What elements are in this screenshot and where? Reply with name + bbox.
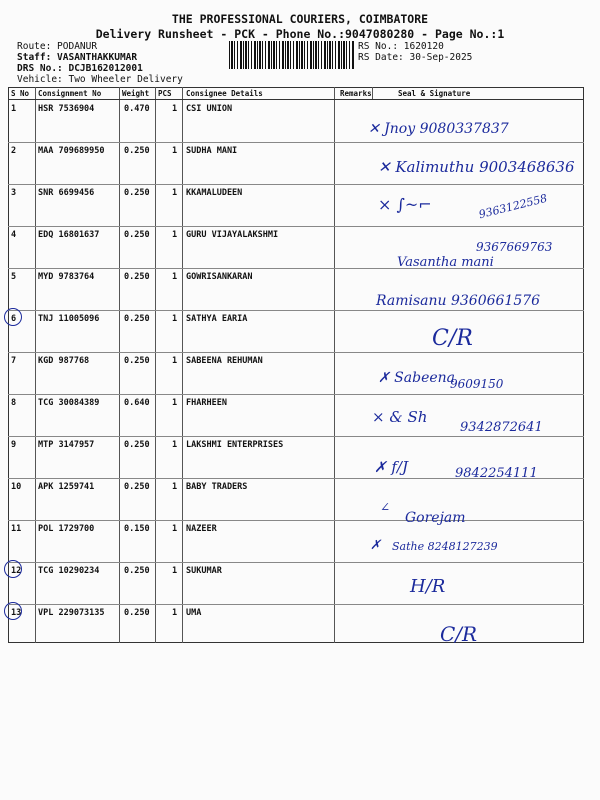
runsheet-subtitle: Delivery Runsheet - PCK - Phone No.:9047080280 - Page No.:1 xyxy=(95,27,505,41)
cell-name: GOWRISANKARAN xyxy=(186,272,253,282)
header-weight: Weight xyxy=(122,89,150,98)
cell-pcs: 1 xyxy=(172,482,178,492)
cell-cons: MAA 709689950 xyxy=(38,146,105,156)
rs-number: RS No.: 1620120 xyxy=(358,41,444,52)
cell-sno: 12 xyxy=(11,566,22,576)
signature-row-10: Gorejam xyxy=(405,510,466,526)
col-divider xyxy=(372,87,373,99)
cell-sno: 13 xyxy=(11,608,22,618)
cell-wt: 0.250 xyxy=(124,230,150,240)
cell-cons: MTP 3147957 xyxy=(38,440,95,450)
cell-wt: 0.250 xyxy=(124,440,150,450)
row-divider xyxy=(8,268,584,269)
signature-row-3: 9363122558 xyxy=(477,191,549,222)
cell-sno: 11 xyxy=(11,524,22,534)
row-divider xyxy=(8,352,584,353)
cell-pcs: 1 xyxy=(172,440,178,450)
cell-wt: 0.250 xyxy=(124,566,150,576)
cell-cons: TNJ 11005096 xyxy=(38,314,100,324)
cell-wt: 0.150 xyxy=(124,524,150,534)
row-divider xyxy=(8,142,584,143)
cell-name: GURU VIJAYALAKSHMI xyxy=(186,230,279,240)
col-divider xyxy=(119,87,120,643)
cell-wt: 0.250 xyxy=(124,272,150,282)
cell-cons: APK 1259741 xyxy=(38,482,95,492)
cell-name: KKAMALUDEEN xyxy=(186,188,243,198)
signature-row-9: 9842254111 xyxy=(455,466,538,481)
cell-pcs: 1 xyxy=(172,230,178,240)
cell-pcs: 1 xyxy=(172,314,178,324)
col-divider xyxy=(35,87,36,643)
col-divider xyxy=(334,87,335,643)
cell-name: SUKUMAR xyxy=(186,566,222,576)
serial-circle-12 xyxy=(4,560,22,578)
serial-circle-13 xyxy=(4,602,22,620)
cell-pcs: 1 xyxy=(172,398,178,408)
signature-row-1: ✕ Jnoy 9080337837 xyxy=(368,121,509,137)
row-divider xyxy=(8,226,584,227)
serial-circle-6 xyxy=(4,308,22,326)
signature-row-10-mark: ∠ xyxy=(380,500,391,514)
header-consignment: Consignment No xyxy=(38,89,102,98)
col-divider xyxy=(155,87,156,643)
signature-row-11-mark: ✗ xyxy=(370,538,381,553)
cell-cons: TCG 30084389 xyxy=(38,398,100,408)
cell-name: BABY TRADERS xyxy=(186,482,248,492)
cell-name: FHARHEEN xyxy=(186,398,227,408)
cell-cons: MYD 9783764 xyxy=(38,272,95,282)
company-title: THE PROFESSIONAL COURIERS, COIMBATORE xyxy=(171,12,429,26)
cell-pcs: 1 xyxy=(172,146,178,156)
cell-sno: 3 xyxy=(11,188,17,198)
header-seal: Seal & Signature xyxy=(398,89,471,98)
cell-pcs: 1 xyxy=(172,272,178,282)
cell-sno: 1 xyxy=(11,104,17,114)
signature-row-4-name: Vasantha mani xyxy=(397,255,494,270)
signature-row-12: H/R xyxy=(410,576,446,597)
row-divider xyxy=(8,394,584,395)
col-divider xyxy=(182,87,183,643)
cell-wt: 0.250 xyxy=(124,146,150,156)
row-divider xyxy=(8,520,584,521)
signature-row-9-mark: ✗ f/J xyxy=(374,458,408,476)
cell-cons: KGD 987768 xyxy=(38,356,90,366)
signature-row-7: 9609150 xyxy=(450,377,504,391)
row-divider xyxy=(8,184,584,185)
route-label: Route: PODANUR xyxy=(17,41,98,52)
signature-row-6: C/R xyxy=(432,326,473,351)
header-sno: S No xyxy=(11,89,30,98)
cell-name: SATHYA EARIA xyxy=(186,314,248,324)
cell-cons: TCG 10290234 xyxy=(38,566,100,576)
cell-sno: 7 xyxy=(11,356,17,366)
drs-label: DRS No.: DCJB162012001 xyxy=(17,63,143,74)
cell-sno: 2 xyxy=(11,146,17,156)
row-divider xyxy=(8,436,584,437)
cell-wt: 0.250 xyxy=(124,188,150,198)
cell-wt: 0.470 xyxy=(124,104,150,114)
signature-row-8-mark: × & Sh xyxy=(372,408,428,426)
cell-name: CSI UNION xyxy=(186,104,233,114)
signature-row-7-mark: ✗ Sabeena xyxy=(378,370,456,386)
cell-wt: 0.250 xyxy=(124,356,150,366)
cell-cons: VPL 229073135 xyxy=(38,608,105,618)
cell-wt: 0.250 xyxy=(124,608,150,618)
cell-cons: SNR 6699456 xyxy=(38,188,95,198)
vehicle-label: Vehicle: Two Wheeler Delivery xyxy=(17,74,183,85)
signature-row-3-mark: × ∫~⌐ xyxy=(378,195,432,214)
cell-name: SUDHA MANI xyxy=(186,146,238,156)
cell-pcs: 1 xyxy=(172,104,178,114)
cell-pcs: 1 xyxy=(172,566,178,576)
signature-row-8: 9342872641 xyxy=(460,420,543,435)
row-divider xyxy=(8,604,584,605)
signature-row-13: C/R xyxy=(440,622,478,646)
cell-sno: 5 xyxy=(11,272,17,282)
header-pcs: PCS xyxy=(158,89,172,98)
signature-row-2: ✕ Kalimuthu 9003468636 xyxy=(378,158,575,176)
row-divider xyxy=(8,562,584,563)
cell-cons: POL 1729700 xyxy=(38,524,95,534)
header-consignee: Consignee Details xyxy=(186,89,263,98)
cell-sno: 9 xyxy=(11,440,17,450)
cell-sno: 10 xyxy=(11,482,22,492)
cell-cons: HSR 7536904 xyxy=(38,104,95,114)
cell-sno: 6 xyxy=(11,314,17,324)
staff-label: Staff: VASANTHAKKUMAR xyxy=(17,52,138,63)
signature-row-11: Sathe 8248127239 xyxy=(392,540,498,553)
cell-cons: EDQ 16801637 xyxy=(38,230,100,240)
signature-row-4-phone: 9367669763 xyxy=(476,240,553,254)
cell-pcs: 1 xyxy=(172,524,178,534)
header-divider xyxy=(8,99,584,100)
cell-name: LAKSHMI ENTERPRISES xyxy=(186,440,284,450)
cell-sno: 8 xyxy=(11,398,17,408)
signature-row-5: Ramisanu 9360661576 xyxy=(376,293,541,309)
cell-name: NAZEER xyxy=(186,524,217,534)
cell-name: SABEENA REHUMAN xyxy=(186,356,263,366)
cell-wt: 0.250 xyxy=(124,482,150,492)
row-divider xyxy=(8,310,584,311)
barcode-image xyxy=(229,41,354,69)
header-remarks: Remarks xyxy=(340,89,372,98)
cell-wt: 0.250 xyxy=(124,314,150,324)
cell-sno: 4 xyxy=(11,230,17,240)
cell-pcs: 1 xyxy=(172,356,178,366)
cell-wt: 0.640 xyxy=(124,398,150,408)
rs-date: RS Date: 30-Sep-2025 xyxy=(358,52,473,63)
cell-name: UMA xyxy=(186,608,202,618)
cell-pcs: 1 xyxy=(172,188,178,198)
cell-pcs: 1 xyxy=(172,608,178,618)
